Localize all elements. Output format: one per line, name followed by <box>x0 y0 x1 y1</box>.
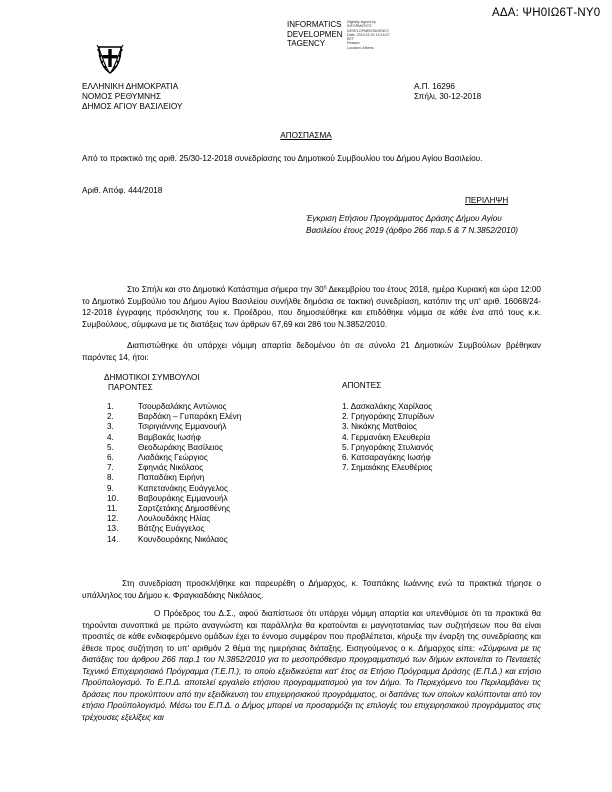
councillor-number: 5. <box>107 442 114 452</box>
councillor-number: 8. <box>107 473 114 483</box>
councillor-name: Καπετανάκης Ευάγγελος <box>138 483 228 493</box>
hellenic-republic-emblem-icon <box>95 39 125 75</box>
present-list <box>107 402 241 545</box>
quorum-paragraph: Διαπιστώθηκε ότι υπάρχει νόμιμη απαρτία δεδομένου ότι σε σύνολο 21 Δημοτικών Συμβούλων βρέθηκαν παρόντες 14, ήτοι: <box>82 341 541 362</box>
councillor-number: 14. <box>107 534 119 544</box>
decision-number: Αριθ. Απόφ. 444/2018 <box>82 186 163 195</box>
councillor-number: 3. <box>107 422 114 432</box>
present-councillor <box>107 422 241 432</box>
absent-councillor: 5. Γρηγοράκης Στυλιανός <box>342 442 434 452</box>
present-councillor <box>107 402 241 412</box>
issuer-municipality: ΔΗΜΟΣ ΑΓΙΟΥ ΒΑΣΙΛΕΙΟΥ <box>82 102 183 111</box>
present-councillor <box>107 484 241 494</box>
councillor-name: Βάτζης Ευάγγελος <box>138 524 205 534</box>
councillor-number: 11. <box>107 504 118 514</box>
present-councillor <box>107 453 241 463</box>
absent-councillor: 7. Σημαιάκης Ελευθέριος <box>342 463 433 473</box>
digital-signature-stamp: Digitally signed by INFORMATICS DEVELOPMENTAGENCY Date: 2019.01.02 13:18:27 EET Reason: Location: Athens <box>347 20 390 50</box>
present-councillor <box>107 473 241 483</box>
issuer-prefecture: ΝΟΜΟΣ ΡΕΘΥΜΝΗΣ <box>82 92 162 101</box>
present-councillor <box>107 494 241 504</box>
absent-councillor: 3. Νικάκης Ματθαίος <box>342 422 417 432</box>
mayor-statement: «Σύμφωνα με τις διατάξεις του άρθρου 266 παρ.1 του Ν.3852/2010 για το μεσοπρόθεσμο προγραμματισμό των δήμων εκπονείται το Πενταετές Τεχνικό Επιχειρησιακό Πρόγραμμα (Τ.Ε.Π.), το οποίο εξειδικεύεται κατ' έτος σε Ετήσιο Πρόγραμμα Δράσης (Ε.Π.Δ.) και ετήσιο Προϋπολογισμό. <box>82 643 541 687</box>
issue-date: Σπήλι, 30-12-2018 <box>414 92 482 101</box>
proceedings-text: Ο Πρόεδρος του Δ.Σ., αφού διαπίστωσε ότι υπάρχει νόμιμη απαρτία και υπενθύμισε ότι τα πρακτικά θα τηρούνται συνοπτικά με πρώτο αναγνώστη και παράλληλα θα κρατούνται ει μαγνητοταινίας των συζητήσεων που θα είναι προσιτές σε κάθε ενδιαφερόμενο ομάδων έχει το έννομο συμφέρον που προβλέπεται, κήρυξε την έναρξη της συνεδρίασης και έθεσε προς συζήτηση το υπ' αριθμόν 2 θέμα της ημερήσιας διάταξης. Εισηγούμενος ο κ. Δήμαρχος είπε: <box>82 609 541 653</box>
councillor-number: 13. <box>107 524 119 534</box>
councillor-name: Βαβουράκης Εμμανουήλ <box>138 493 228 503</box>
day-superscript: η <box>323 284 327 291</box>
session-text-start: Στο Σπήλι και στο Δημοτικό Κατάστημα σήμερα την 30 <box>127 285 324 294</box>
attendance-paragraph: Στη συνεδρίαση προσκλήθηκε και παρευρέθη ο Δήμαρχος, κ. Τσαπάκης Ιωάννης ενώ τα πρακτικά τήρησε ο υπάλληλος του Δήμου κ. Φραγκιαδάκης Νικόλαος. <box>82 579 541 600</box>
councillor-number: 12. <box>107 514 119 524</box>
councillor-name: Σφηνιάς Νικόλαος <box>138 463 204 473</box>
present-councillor <box>107 433 241 443</box>
session-text-rest: Δεκεμβρίου του έτους 2018, ημέρα Κυριακή και ώρα 12:00 το Δημοτικό Συμβούλιο του Δήμου Αγίου Βασιλείου συνήλθε δημόσια σε τακτική συνεδρίαση, κατόπιν της υπ' αριθ. 16068/24-12-2018 έγγραφης πρόσκλησης του κ. Προέδρου, που δημοσιεύθηκε και επιδόθηκε νόμιμα σε κάθε ένα από τους κ.κ. Συμβούλους, σύμφωνα με τις διατάξεις των άρθρων 67,69 και 286 του Ν.3852/2010. <box>82 285 541 329</box>
councillor-number: 1. <box>107 402 114 411</box>
present-councillor <box>107 504 241 514</box>
present-councillor <box>107 463 241 473</box>
absent-councillor: 4. Γερμανάκη Ελευθερία <box>342 432 431 442</box>
councillor-name: Παπαδάκη Ειρήνη <box>138 473 205 483</box>
present-title: ΠΑΡΟΝΤΕΣ <box>108 383 153 393</box>
councillor-number: 6. <box>107 453 114 463</box>
absent-list <box>342 402 434 473</box>
intro-paragraph: Από το πρακτικό της αριθ. 25/30-12-2018 συνεδρίασης του Δημοτικού Συμβουλίου του Δήμου Αγίου Βασιλείου. <box>82 154 483 163</box>
councillors-heading <box>104 373 200 393</box>
present-councillor <box>107 514 241 524</box>
councillors-title: ΔΗΜΟΤΙΚΟΙ ΣΥΜΒΟΥΛΟΙ <box>104 373 200 382</box>
councillor-number: 2. <box>107 412 114 422</box>
councillor-number: 7. <box>107 463 114 473</box>
ada-code: ΑΔΑ: ΨΗ0ΙΩ6Τ-ΝΥ0 <box>492 7 601 19</box>
councillor-number: 10. <box>107 493 119 503</box>
councillor-name: Βαμβακάς Ιωσήφ <box>138 432 201 442</box>
absent-councillor: 6. Κατσαραγάκης Ιωσήφ <box>342 453 431 463</box>
present-councillor <box>107 412 241 422</box>
absent-councillor: 1. Δασκαλάκης Χαρίλαος <box>342 402 433 411</box>
councillor-name: Θεοδωράκης Βασίλειος <box>138 442 223 452</box>
reference-block <box>414 82 481 102</box>
session-paragraph <box>82 284 541 330</box>
councillor-name: Σαρτζετάκης Δημοσθένης <box>138 504 231 514</box>
summary-text: Έγκριση Ετήσιου Προγράμματος Δράσης Δήμου Αγίου Βασιλείου έτους 2019 (άρθρο 266 παρ.5 & 7 Ν.3852/2010) <box>306 214 518 235</box>
issuer-block <box>82 82 182 112</box>
councillor-name: Βαρδάκη – Γυπαράκη Ελένη <box>138 412 242 422</box>
document-title: ΑΠΟΣΠΑΣΜΑ <box>280 131 332 140</box>
councillor-name: Κουνδουράκης Νικόλαος <box>138 534 228 544</box>
councillor-number: 4. <box>107 432 114 442</box>
absent-title: ΑΠΟΝΤΕΣ <box>342 381 382 390</box>
present-councillor <box>107 535 241 545</box>
summary-title: ΠΕΡΙΛΗΨΗ <box>465 196 509 205</box>
councillor-name: Λιαδάκης Γεώργιος <box>138 453 208 463</box>
councillor-name: Τσουρδαλάκης Αντώνιος <box>138 402 227 411</box>
councillor-number: 9. <box>107 483 114 493</box>
absent-councillor: 2. Γρηγοράκης Σπυρίδων <box>342 412 435 422</box>
protocol-number: Α.Π. 16296 <box>414 82 455 91</box>
present-councillor <box>107 443 241 453</box>
signing-authority: INFORMATICS DEVELOPMEN TAGENCY <box>287 20 343 48</box>
mayor-statement-cont: Το Ε.Π.Δ. αποτελεί εργαλείο ετήσιου προγραμματισμού για τον Δήμο. Το Περιεχόμενο του Περιλαμβάνει τις δράσεις που προκύπτουν από την εξειδίκευση του επιχειρησιακού προγράμματος, οι δαπάνες των οποίων καλύπτονται από τον ετήσιο Προϋπολογισμό. Μέσω του Ε.Π.Δ. ο Δήμος μπορεί να προσαρμόζει τις επιλογές του επιχειρησιακού προγράμματος στις τρέχουσες εξελίξεις και <box>82 678 541 722</box>
councillor-name: Λουλουδάκης Ηλίας <box>138 514 211 524</box>
present-councillor <box>107 524 241 534</box>
councillor-name: Τσιριγιάννης Εμμανουήλ <box>138 422 227 432</box>
proceedings-paragraph <box>82 608 541 723</box>
issuer-country: ΕΛΛΗΝΙΚΗ ΔΗΜΟΚΡΑΤΙΑ <box>82 82 179 91</box>
